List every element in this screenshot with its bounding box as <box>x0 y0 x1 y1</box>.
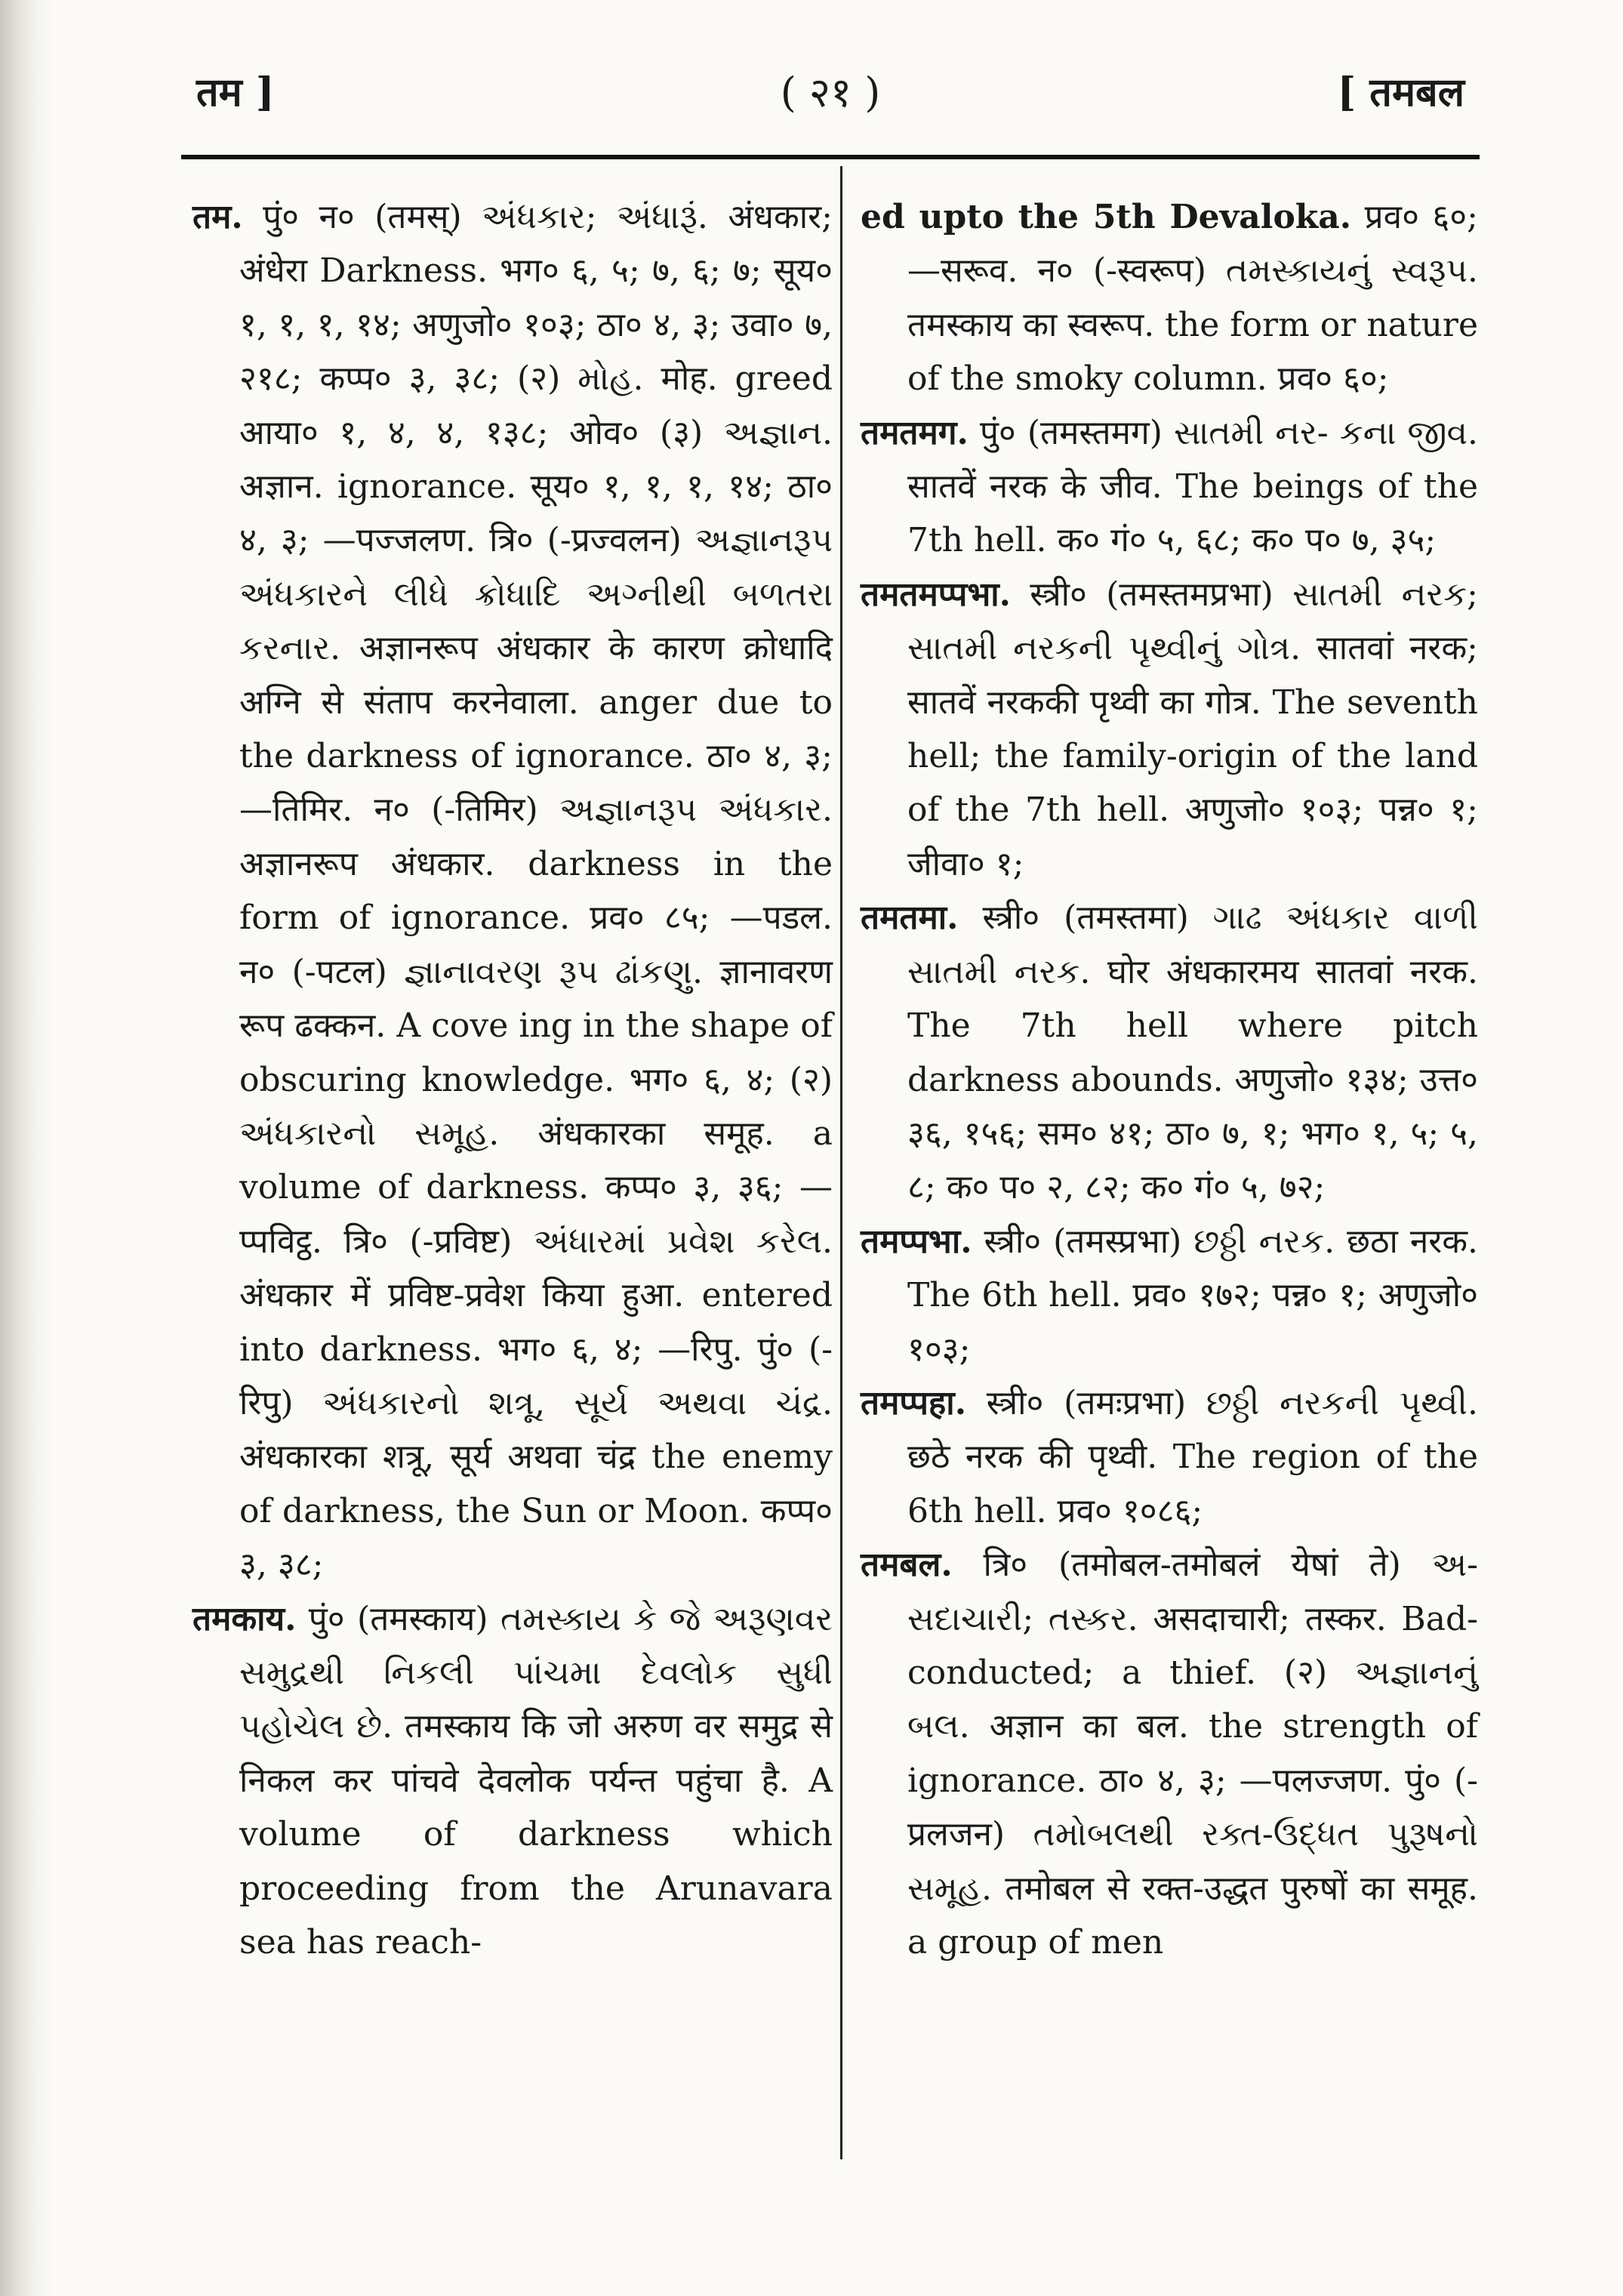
headword: तम. <box>192 198 243 236</box>
page-header <box>181 59 1480 127</box>
dictionary-entry <box>861 1215 1478 1376</box>
entry-body: પૃથ્વી. छठे नरक की पृथ्वी. The region of the 6th hell. प्रव० १०८६; <box>907 1383 1478 1530</box>
page-number: ( २१ ) <box>780 69 881 116</box>
header-rule <box>181 155 1480 159</box>
dictionary-entry <box>861 190 1478 406</box>
entry-body: अंधकार; अंधेरा Darkness. भग० ६, ५; ७, ६; ७; सूय० १, १, १, १४; अणुजो० १०३; ठा० ४, ३; उवा० ७, २१८; कप्प० ३, ३८; (२) મોહ. मोह. greed आया० १, ४, ४, १३८; ओव० (३) અજ્ઞાન. अज्ञान. ignorance. सूय० १, १, १, १४; ठा० ४, ३; —पज्जलण. त्रि० (-प्रज्वलन) અજ્ઞાનરૂપ અંધકારને લીધે ક્રોધાદિ અગ્નીથી બળતરા કરનાર. अज्ञानरूप अंधकार के कारण क्रोधादि अग्नि से संताप करनेवाला. anger due to the darkness of ignorance. ठा० ४, ३; —तिमिर. न० (-तिमिर) અજ્ઞાનરૂપ અંધકાર. अज्ञानरूप अंधकार. darkness in the form of ignorance. प्रव० ८५; —पडल. न० (-पटल) જ્ઞાનાવરણ રૂપ ઢાંકણુ. ज्ञानावरण रूप ढक्कन. A cove ing in the shape of obscuring knowledge. भग० ६, ४; (२) અંધકારનો સમૂહ. अंधकारका समूह. a volume of darkness. कप्प० ३, ३६; —प्पविट्ठ. त्रि० (-प्रविष्ट) અંધારમાં પ્રવેશ કરેલ. अंधकार में प्रविष्ट-प्रवेश किया हुआ. entered into darkness. भग० ६, ४; —रिपु. पुं० (-रिपु) અંધકારનો શત્રૂ, સૂર્ય અથવા ચંદ્ર. अंधकारका शत्रू, सूर्य अथवा चंद्र the enemy of darkness, the Sun or Moon. कप्प० ३, ३८; <box>239 198 833 1585</box>
entry-headline: तमतमप्पभा. स्त्री० (तमस्तमप्रभा) સાતમી <box>861 575 1402 614</box>
dictionary-entry <box>192 190 833 1592</box>
entry-body: નરક; સાતમી નરકની પૃથ્વીનું ગોત્ર. सातवां नरक; सातवें नरककी पृथ्वी का गोत्र. The seventh hell; the family-origin of the land of the 7th hell. अणुजो० १०३; पन्न० १; जीवा० १; <box>907 575 1478 883</box>
headword: ed upto the 5th Devaloka. <box>861 198 1352 236</box>
header-last-headword: [ तमबल <box>1337 69 1464 116</box>
page-edge-shadow <box>0 0 53 2296</box>
dictionary-entry <box>861 1376 1478 1538</box>
entry-body: સદાચારી; તસ્કર. असदाचारी; तस्कर. Bad-conducted; a thief. (२) અજ્ઞાનનું બલ. अज्ञान का बल. the strength of ignorance. ठा० ४, ३; —पलज्जण. पुं० (-प्रलजन) તમોબલથી રક્ત-ઉદ્ધત પુરૂષનો સમૂહ. तमोबल से रक्त-उद्धत पुरुषों का समूह. a group of men <box>907 1599 1478 1962</box>
entry-body: छठा नरक. The 6th hell. प्रव० १७२; पन्न० १; अणुजो० १०३; <box>907 1222 1479 1369</box>
dictionary-entry <box>861 406 1478 568</box>
right-column <box>861 190 1478 1969</box>
dictionary-entry <box>861 1538 1478 1969</box>
header-first-headword: तम ] <box>196 69 275 116</box>
headword: तमतमग. <box>861 413 969 452</box>
dictionary-entry <box>861 891 1478 1214</box>
dictionary-entry <box>192 1592 833 1970</box>
headword: तमप्पभा. <box>861 1222 972 1261</box>
entry-headline: तम. पुं० न० (तमस्) અંધકાર; અંધારૂં. <box>192 198 728 236</box>
entry-body: અરૂણવર સમુદ્રથી નિકલી પાંચમા દેવલોક સુધી પહોચેલ છે. तमस्काय कि जो अरुण वर समुद्र से निकल कर पांचवे देवलोक पर्यन्त पहुंचा है. A volume of darkness which proceeding from the Arunavara sea has reach- <box>239 1599 833 1962</box>
dictionary-entry <box>861 568 1478 891</box>
headword: तमकाय. <box>192 1599 297 1638</box>
headword: तमप्पहा. <box>861 1383 967 1422</box>
entry-headline: तमकाय. पुं० (तमस्काय) તમસ્કાય કે જે <box>192 1599 713 1638</box>
headword: तमतमा. <box>861 898 959 938</box>
entry-headline: तमप्पहा. स्त्री० (तमःप्रभा) છઠ્ઠી નરકની <box>861 1383 1400 1422</box>
entry-headline: तमबल. त्रि० (तमोबल-तमोबलं येषां ते) અ- <box>861 1546 1478 1585</box>
entry-headline: तमतमा. स्त्री० (तमस्तमा) ગાઢ અંધકાર <box>861 898 1414 938</box>
entry-headline: ed upto the 5th Devaloka. प्रव० <box>861 198 1433 236</box>
headword: तमबल. <box>861 1546 953 1585</box>
entry-headline: तमतमग. पुं० (तमस्तमग) સાતમી નર- <box>861 413 1340 452</box>
entry-body: ६०; —सरूव. न० (-स्वरूप) તમસ્કાયનું સ્વરૂપ. तमस्काय का स्वरूप. the form or nature of the smoky column. प्रव० ६०; <box>907 198 1478 399</box>
entry-body: વાળી સાતમી નરક. घोर अंधकारमय सातवां नरक. The 7th hell where pitch darkness abounds. अणुजो० १३४; उत्त० ३६, १५६; सम० ४१; ठा० ७, १; भग० १, ५; ५, ८; क० प० २, ८२; क० गं० ५, ७२; <box>907 898 1478 1207</box>
entry-body: કના જીવ. सातवें नरक के जीव. The beings of the 7th hell. क० गं० ५, ६८; क० प० ७, ३५; <box>907 413 1478 560</box>
entry-headline: तमप्पभा. स्त्री० (तमस्प्रभा) છઠ્ઠી નરક. <box>861 1222 1347 1261</box>
left-column <box>192 190 833 1969</box>
headword: तमतमप्पभा. <box>861 575 1011 614</box>
column-divider <box>840 166 842 2159</box>
